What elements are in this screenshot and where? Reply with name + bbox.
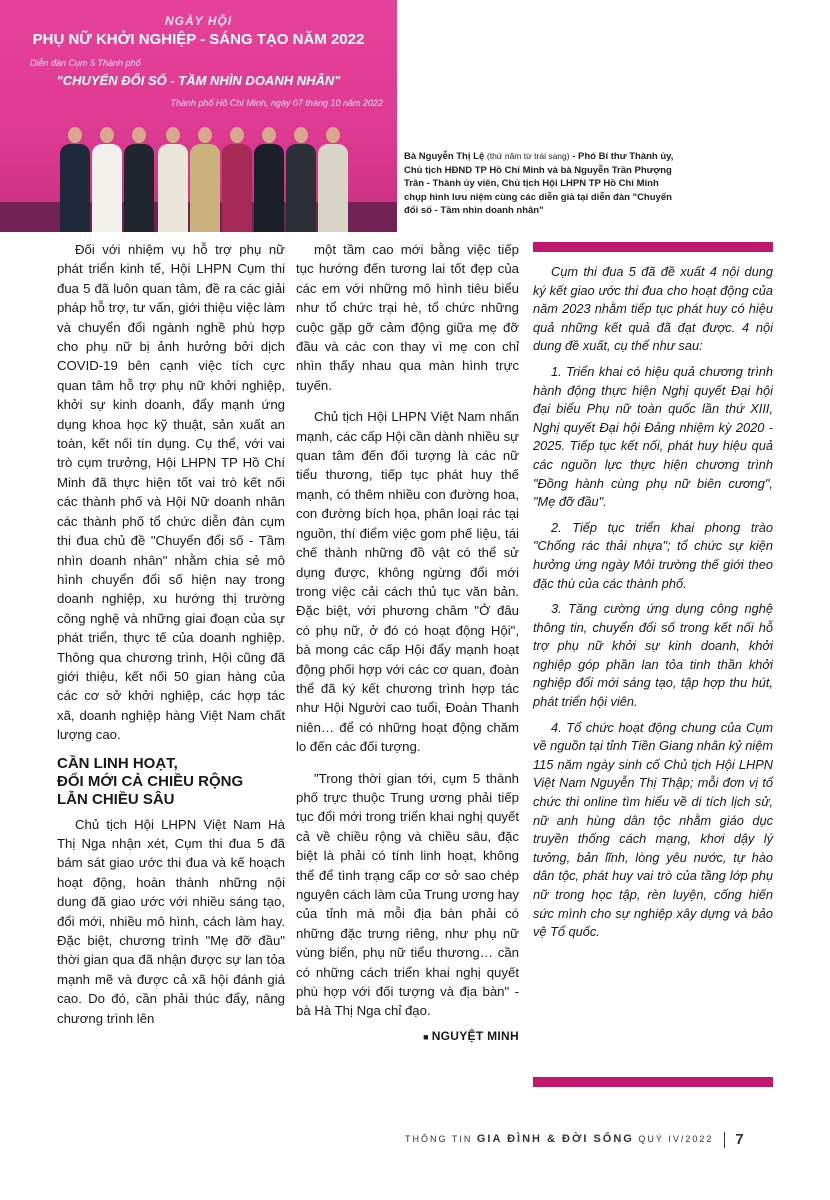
person-figure xyxy=(190,127,220,232)
heading-line: ĐỔI MỚI CẢ CHIỀU RỘNG xyxy=(57,772,244,790)
author-byline: ■ NGUYỆT MINH xyxy=(296,1027,519,1047)
paragraph: Chủ tịch Hội LHPN Việt Nam Hà Thị Nga nhận xét, Cụm thi đua 5 đã bám sát giao ước thi đua và kế hoạch hoạt động, hoàn thành những nội dung đã giao ước với nhiều sáng tạo, đổi mới, nhiều mô hình, cách làm hay. Đặc biệt, chương trình "Mẹ đỡ đầu" thời gian qua đã nhận được sự lan tỏa mạnh mẽ và được cả xã hội đánh giá cao. Do đó, cần phải thúc đẩy, nâng chương trình lên xyxy=(57,816,285,1026)
section-heading xyxy=(57,755,285,809)
caption-text: - Phó Bí thư Thành ủy, Chủ tịch HĐND TP Hồ Chí Minh và bà Nguyễn Trần Phượng Trân - Thành ủy viên, Chủ tịch Hội LHPN TP Hồ Chí Minh chụp hình lưu niệm cùng các diễn giả tại diễn đàn "Chuyển đổi số - Tầm nhìn doanh nhân" xyxy=(404,151,674,216)
box-item: 3. Tăng cường ứng dụng công nghệ thông tin, chuyển đổi số trong kết nối hỗ trợ phụ nữ khởi sự kinh doanh, khởi nghiệp góp phần lan tỏa tinh thần khởi nghiệp đổi mới sáng tạo, tập hợp thu hút, phát triển hội viên. xyxy=(533,601,773,710)
banner-date: Thành phố Hồ Chí Minh, ngày 07 tháng 10 năm 2022 xyxy=(170,98,383,108)
person-figure xyxy=(92,127,122,232)
magazine-name: GIA ĐÌNH & ĐỜI SỐNG xyxy=(476,1132,634,1145)
banner-slogan: "CHUYỂN ĐỔI SỐ - TẦM NHÌN DOANH NHÂN" xyxy=(56,73,341,88)
paragraph: "Trong thời gian tới, cụm 5 thành phố trực thuộc Trung ương phải tiếp tục đổi mới trong triển khai nghị quyết cả về chiều rộng và chiều sâu, đặc biệt là phải có tính linh hoạt, không thể để tình trạng cấp cơ sở sao chép nguyên cách làm của Trung ương hay của tỉnh mà mỗi địa bàn phải có những đặc trưng riêng, như phụ nữ vùng biển, phụ nữ tiểu thương… cần có những cách triển khai nghị quyết phù hợp với đối tượng và địa bàn" - bà Hà Thị Nga chỉ đạo. xyxy=(296,770,519,1019)
box-item: 4. Tổ chức hoạt động chung của Cụm về nguồn tại tỉnh Tiền Giang nhân kỷ niệm 115 năm ngày sinh cố Chủ tịch Hội LHPN Việt Nam Nguyễn Thị Thập; mỗi đơn vị tổ chức thi online tìm hiểu về di tích lịch sử, nữ anh hùng dân tộc nhằm giáo dục truyền thống cách mạng, khơi dậy lý tưởng, bản lĩnh, lòng yêu nước, tự hào dân tộc, phát huy vai trò của tầng lớp phụ nữ trong học tập, rèn luyện, cống hiến sức mình cho sự nghiệp xây dựng và bảo vệ Tổ quốc. xyxy=(533,719,773,940)
paragraph: Đối với nhiệm vụ hỗ trợ phụ nữ phát triển kinh tế, Hội LHPN Cụm thi đua 5 đã luôn quan tâm, đề ra các giải pháp hỗ trợ, tư vấn, giới thiệu việc làm và chuyển đổi ngành nghề phù hợp cho phụ nữ bị ảnh hưởng bởi dịch COVID-19 bên cạnh việc tích cực quan tâm hỗ trợ phụ nữ khởi nghiệp, khởi sự kinh doanh, đẩy mạnh ứng dụng khoa học kỹ thuật, sản xuất an toàn, kết nối tín dụng. Cụ thể, với vai trò cụm trưởng, Hội LHPN TP Hồ Chí Minh đã thực hiện tốt vai trò kết nối các thành phố và Hội Nữ doanh nhân các thành phố tổ chức diễn đàn cụm thi đua chủ đề "Chuyển đổi số - Tầm nhìn doanh nhân" nhằm chia sẻ mô hình chuyển đổi số hiện nay trong doanh nghiệp, xu hướng thị trường công nghệ và những giai đoạn của sự phát triển, thực tế của doanh nghiệp. Thông qua chương trình, Hội cũng đã giới thiệu, kết nối 50 gian hàng của các cơ sở khởi nghiệp, các hợp tác xã, doanh nghiệp hàng Việt Nam chất lượng cao. xyxy=(57,242,285,743)
event-photo xyxy=(0,0,397,232)
footer-label: THÔNG TIN xyxy=(405,1133,473,1144)
person-figure xyxy=(254,127,284,232)
photo-caption xyxy=(404,150,674,218)
page-footer xyxy=(405,1131,745,1153)
person-figure xyxy=(158,127,188,232)
heading-line: LẪN CHIỀU SÂU xyxy=(57,790,175,808)
box-top-bar xyxy=(533,242,773,252)
page-number: 7 xyxy=(735,1131,744,1148)
article-column-1 xyxy=(57,240,285,1028)
caption-name: Bà Nguyễn Thị Lệ xyxy=(404,151,485,162)
banner-title: PHỤ NỮ KHỞI NGHIỆP - SÁNG TẠO NĂM 2022 xyxy=(32,31,365,48)
issue-label: QUÝ IV/2022 xyxy=(638,1133,714,1144)
person-figure xyxy=(318,127,348,232)
article-column-2 xyxy=(296,240,519,1047)
box-item: 1. Triển khai có hiệu quả chương trình hành động thực hiện Nghị quyết Đại hội đại biểu Phụ nữ toàn quốc lần thứ XIII, Nghị quyết Đại hội Đảng nhiệm kỳ 2020 - 2025. Tiếp tục kết nối, phát huy hiệu quả các nguồn lực thực hiện chương trình "Đồng hành cùng phụ nữ biên cương", "Mẹ đỡ đầu". xyxy=(533,363,773,510)
paragraph: Chủ tịch Hội LHPN Việt Nam nhấn mạnh, các cấp Hội cần dành nhiều sự quan tâm đến đối tượng là các nữ tiểu thương, tiếp tục phát huy thế mạnh, có thêm nhiều con đường hoa, con đường bích họa, phân loại rác tại nguồn, thí điểm việc gom phế liệu, tái chế thành những đồ vật có thể sử dụng được, không ngừng đổi mới trong việc cải cách thủ tục văn bản. Đặc biệt, với phương châm "Ở đâu có phụ nữ, ở đó có hoạt động Hội", bà mong các cấp Hội đẩy mạnh hoạt động phối hợp với các cơ quan, đoàn thể đã ký kết chương trình hợp tác như Hội Người cao tuổi, Đoàn Thanh niên… để có những hoạt động chăm lo đến các đối tượng. xyxy=(296,409,519,755)
caption-note: (thứ năm từ trái sang) xyxy=(486,151,570,161)
banner-kicker: NGÀY HỘI xyxy=(164,14,233,28)
banner-forum: Diễn đàn Cụm 5 Thành phố xyxy=(30,58,141,68)
person-figure xyxy=(124,127,154,232)
box-bottom-bar xyxy=(533,1077,773,1087)
footer-divider xyxy=(724,1132,725,1148)
box-intro: Cụm thi đua 5 đã đề xuất 4 nội dung ký kết giao ước thi đua cho hoạt động của năm 2023 nhằm tiếp tục phát huy có hiệu quả những kết quả đã đạt được. 4 nội dung đề xuất, cụ thể như sau: xyxy=(533,264,773,354)
paragraph: một tầm cao mới bằng việc tiếp tục hướng đến tương lai tốt đẹp của các em với những mô hình tiêu biểu như tổ chức trại hè, tổ chức những cuộc gặp gỡ cảm động giữa mẹ đỡ đầu và các con thay vì mẹ con chỉ nhìn thấy nhau qua màn hình trực tuyến. xyxy=(296,242,519,393)
person-figure xyxy=(60,127,90,232)
box-item: 2. Tiếp tục triển khai phong trào "Chống rác thải nhựa"; tổ chức sự kiện hưởng ứng ngày Môi trường thế giới theo đặc thù của các thành phố. xyxy=(533,519,773,591)
heading-line: CẦN LINH HOẠT, xyxy=(57,754,178,772)
person-figure xyxy=(222,127,252,232)
person-figure xyxy=(286,127,316,232)
sidebar-box xyxy=(533,263,773,949)
